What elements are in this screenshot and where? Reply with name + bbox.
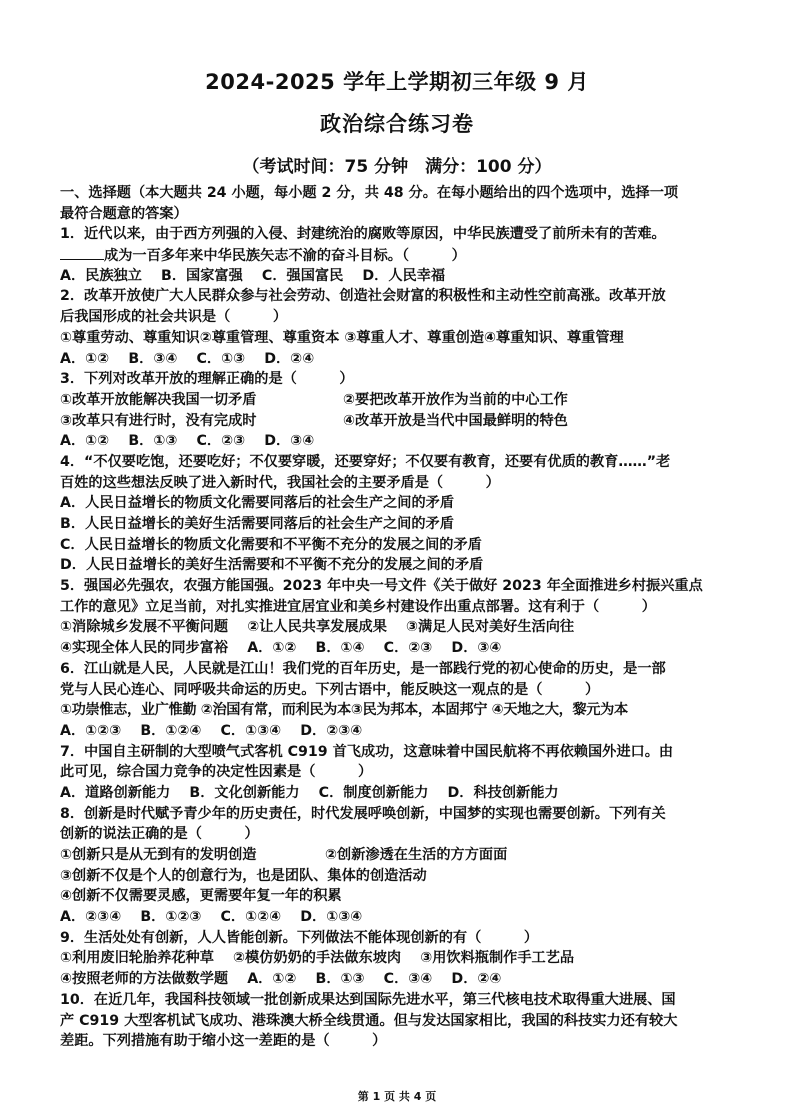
question-stem: 后我国形成的社会共识是（ ）	[60, 309, 288, 326]
question-stem: 5．强国必先强农，农强方能国强。2023 年中央一号文件《关于做好 2023 年全面推进乡村振兴重点	[60, 578, 703, 595]
exam-body	[60, 183, 750, 1052]
question-stem: 2．改革开放使广大人民群众参与社会劳动、创造社会财富的积极性和主动性空前高涨。改革开放	[60, 288, 666, 305]
page-title: 2024-2025 学年上学期初三年级 9 月	[205, 70, 589, 94]
fill-blank	[60, 245, 104, 260]
question-items: ①功崇惟志，业广惟勤 ②治国有常，而利民为本③民为邦本，本固邦宁 ④天地之大，黎元为本	[60, 702, 628, 719]
question-stem: 创新的说法正确的是（ ）	[60, 826, 259, 843]
question-stem: 差距。下列措施有助于缩小这一差距的是（ ）	[60, 1033, 387, 1050]
question-stem: 9．生活处处有创新，人人皆能创新。下列做法不能体现创新的有（ ）	[60, 929, 539, 946]
question-items: ①尊重劳动、尊重知识②尊重管理、尊重资本 ③尊重人才、尊重创造④尊重知识、尊重管理	[60, 329, 624, 346]
exam-info: （考试时间：75 分钟 满分：100 分）	[242, 157, 552, 177]
question-items	[60, 845, 750, 866]
section-heading: 一、选择题（本大题共 24 小题，每小题 2 分，共 48 分。在每小题给出的四个选项中，选择一项	[60, 185, 679, 201]
question-items: ④创新不仅需要灵感，更需要年复一年的积累	[60, 888, 342, 905]
question-options: A．①② B．①③ C．②③ D．③④	[60, 433, 315, 450]
item-text: ④改革开放是当代中国最鲜明的特色	[343, 412, 568, 429]
question-stem	[60, 245, 750, 266]
question-stem: 党与人民心连心、同呼吸共命运的历史。下列古语中，能反映这一观点的是（ ）	[60, 681, 600, 698]
section-heading-cont: 最符合题意的答案）	[60, 205, 188, 222]
option-d: D．人民日益增长的美好生活需要和不平衡不充分的发展之间的矛盾	[60, 557, 484, 574]
question-options: A．①② B．③④ C．①③ D．②④	[60, 350, 315, 367]
question-stem: 产 C919 大型客机试飞成功、港珠澳大桥全线贯通。但与发达国家相比，我国的科技实力还有较大	[60, 1012, 678, 1029]
question-items: ④按照老师的方法做数学题 A．①② B．①③ C．③④ D．②④	[60, 971, 502, 988]
question-items: ①消除城乡发展不平衡问题 ②让人民共享发展成果 ③满足人民对美好生活向往	[60, 619, 575, 636]
question-stem: 4．“不仅要吃饱，还要吃好；不仅要穿暖，还要穿好；不仅要有教育，还要有优质的教育……”老	[60, 453, 671, 470]
question-options: A．道路创新能力 B．文化创新能力 C．制度创新能力 D．科技创新能力	[60, 784, 559, 801]
question-stem: 7．中国自主研制的大型喷气式客机 C919 首飞成功，这意味着中国民航将不再依赖国外进口。由	[60, 743, 674, 760]
item-text: ②要把改革开放作为当前的中心工作	[343, 391, 568, 408]
option-c: C．人民日益增长的物质文化需要和不平衡不充分的发展之间的矛盾	[60, 536, 482, 553]
question-stem: 6．江山就是人民，人民就是江山！我们党的百年历史，是一部践行党的初心使命的历史，是一部	[60, 660, 666, 677]
question-stem: 3．下列对改革开放的理解正确的是（ ）	[60, 371, 354, 388]
item-text: ③改革只有进行时，没有完成时	[60, 412, 257, 429]
item-text: ①创新只是从无到有的发明创造	[60, 847, 257, 863]
question-items	[60, 390, 750, 411]
question-stem-text: 成为一百多年来中华民族矢志不渝的奋斗目标。（ ）	[104, 248, 466, 265]
question-options: A．②③④ B．①②③ C．①②④ D．①③④	[60, 909, 363, 926]
option-a: A．人民日益增长的物质文化需要同落后的社会生产之间的矛盾	[60, 495, 455, 512]
question-stem: 8．创新是时代赋予青少年的历史责任，时代发展呼唤创新，中国梦的实现也需要创新。下列有关	[60, 805, 666, 822]
question-items: ③创新不仅是个人的创意行为，也是团队、集体的创造活动	[60, 867, 427, 884]
question-options: A．①②③ B．①②④ C．①③④ D．②③④	[60, 722, 363, 739]
question-items: ④实现全体人民的同步富裕 A．①② B．①④ C．②③ D．③④	[60, 640, 502, 657]
page-subtitle: 政治综合练习卷	[320, 112, 474, 136]
question-stem: 百姓的这些想法反映了进入新时代，我国社会的主要矛盾是（ ）	[60, 474, 500, 491]
option-b: B．人民日益增长的美好生活需要同落后的社会生产之间的矛盾	[60, 516, 454, 532]
item-text: ①改革开放能解决我国一切矛盾	[60, 391, 257, 408]
question-stem: 此可见，综合国力竞争的决定性因素是（ ）	[60, 764, 373, 781]
page-number: 第 1 页 共 4 页	[357, 1090, 437, 1103]
question-items	[60, 411, 750, 432]
question-options: A．民族独立 B．国家富强 C．强国富民 D．人民幸福	[60, 267, 446, 284]
question-items: ①利用废旧轮胎养花种草 ②模仿奶奶的手法做东坡肉 ③用饮料瓶制作手工艺品	[60, 950, 575, 967]
question-stem: 1．近代以来，由于西方列强的入侵、封建统治的腐败等原因，中华民族遭受了前所未有的苦难。	[60, 226, 666, 243]
item-text: ②创新渗透在生活的方方面面	[325, 847, 508, 863]
question-stem: 工作的意见》立足当前，对扎实推进宜居宜业和美乡村建设作出重点部署。这有利于（ ）	[60, 598, 656, 615]
question-stem: 10．在近几年，我国科技领域一批创新成果达到国际先进水平，第三代核电技术取得重大进展、国	[60, 991, 676, 1008]
